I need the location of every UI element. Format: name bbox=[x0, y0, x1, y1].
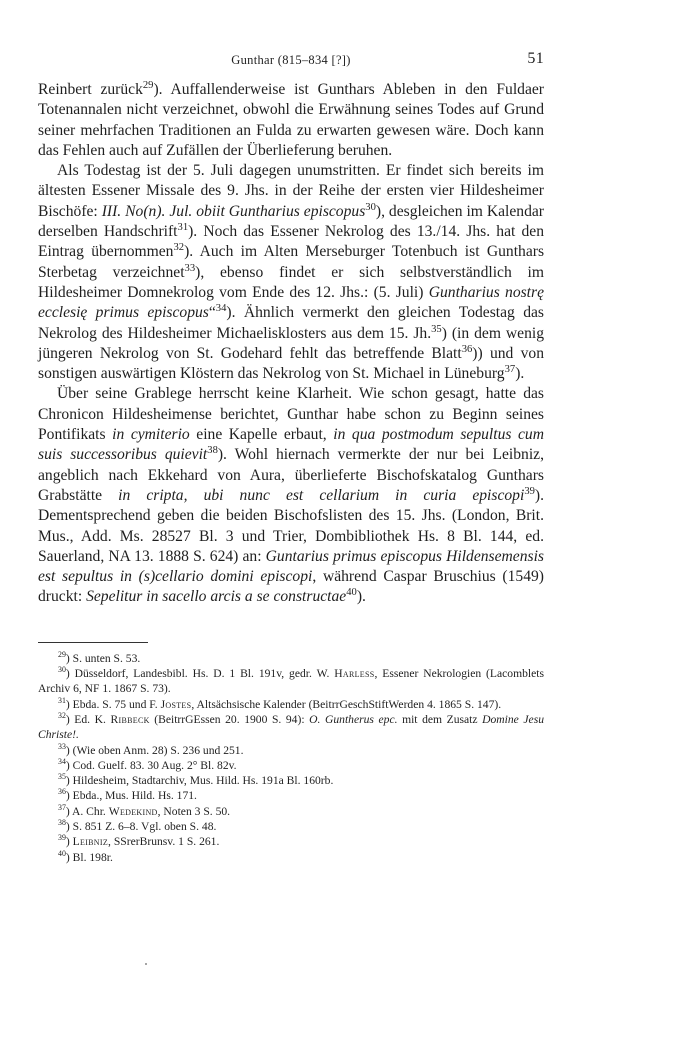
paragraph bbox=[38, 384, 544, 607]
footnote-ref: 39 bbox=[524, 485, 535, 497]
paragraph bbox=[38, 80, 544, 161]
footnote bbox=[38, 712, 544, 743]
print-speck bbox=[145, 963, 147, 965]
footnote bbox=[38, 804, 544, 819]
text-run: , Essener Nekrologien (Lacomblets Archiv 6, NF 1. 1867 S. 73). bbox=[38, 667, 545, 696]
text-run: ) A. Chr. bbox=[65, 804, 109, 818]
footnote-ref: 36 bbox=[58, 787, 66, 797]
running-title: Gunthar (815–834 [?]) bbox=[231, 53, 351, 67]
text-run: ) Bl. 198r. bbox=[65, 850, 113, 864]
text-run: ), ebenso findet er sich selbstverständlich im Hildesheimer Domnekrolog vom Ende des 12. Jhs.: (5. Juli) bbox=[38, 263, 544, 301]
footnote bbox=[38, 834, 544, 849]
text-run: ) Hildesheim, Stadtarchiv, Mus. Hild. Hs. 191a Bl. 160rb. bbox=[65, 774, 334, 788]
text-run: , Noten 3 S. 50. bbox=[157, 804, 231, 818]
footnote-ref: 35 bbox=[431, 323, 442, 335]
text-run: ), desgleichen im Kalendar derselben Handschrift bbox=[38, 202, 545, 241]
page-number: 51 bbox=[527, 50, 544, 67]
text-run: ) S. 851 Z. 6–8. Vgl. oben S. 48. bbox=[65, 819, 217, 833]
page-header bbox=[38, 50, 544, 72]
italic-run: Guntarius primus episcopus Hildensemensis est sepultus in (s)cellario domini episcopi bbox=[38, 547, 544, 586]
footnote-ref: 32 bbox=[58, 711, 66, 721]
footnote-ref: 29 bbox=[142, 79, 154, 91]
footnote-ref: 33 bbox=[58, 741, 66, 751]
italic-run: Guntharius nostrę ecclesię primus episcopus bbox=[38, 283, 545, 322]
italic-run: in qua postmodum sepultus cum suis successoribus quievit bbox=[38, 426, 544, 464]
footnote-ref: 34 bbox=[215, 303, 227, 315]
text-run: ) (in dem wenig jüngeren Nekrolog von St. Godehard fehlt das betreffende Blatt bbox=[38, 324, 544, 362]
author-name: Jostes bbox=[160, 697, 192, 711]
footnote-ref: 34 bbox=[58, 756, 66, 766]
book-page bbox=[38, 50, 544, 865]
footnote bbox=[38, 758, 544, 773]
text-run: ). Auffallenderweise ist Gunthars Ableben in den Fuldaer Totenannalen nicht verzeichnet, obwohl die Erwähnung seines Todes auf Grund seiner mehrfachen Traditionen an Fulda zu erwarten gewesen wäre. Doch kann das Fehlen auch auf Zufällen der Überlieferung beruhen. bbox=[38, 81, 544, 159]
footnote-ref: 37 bbox=[504, 363, 516, 375]
footnote bbox=[38, 743, 544, 758]
footnote bbox=[38, 666, 544, 697]
footnote-ref: 30 bbox=[365, 201, 376, 213]
footnote-ref: 33 bbox=[184, 262, 196, 274]
text-run: ) Düsseldorf, Landesbibl. Hs. D. 1 Bl. 191v, gedr. W. bbox=[65, 667, 335, 681]
text-run: ) (Wie oben Anm. 28) S. 236 und 251. bbox=[65, 743, 244, 757]
text-run: , SSrerBrunsv. 1 S. 261. bbox=[108, 835, 220, 849]
text-run: , während Caspar Bruschius (1549) druckt: bbox=[38, 568, 545, 606]
footnote-ref: 40 bbox=[346, 587, 357, 599]
text-run: ). bbox=[356, 588, 366, 606]
text-run: ) Ed. K. bbox=[65, 712, 111, 726]
footnote bbox=[38, 788, 544, 803]
text-run: ). Dementsprechend geben die beiden Bischofslisten des 15. Jhs. (London, Brit. Mus., Add. Ms. 28527 Bl. 3 und Trier, Dombibliothek Hs. 8 Bl. 144, ed. Sauerland, NA 13. 1888 S. 624) an: bbox=[38, 486, 544, 565]
author-name: Wedekind bbox=[108, 804, 158, 818]
footnote-ref: 40 bbox=[58, 848, 66, 858]
text-run: mit dem Zusatz bbox=[397, 712, 483, 726]
footnote bbox=[38, 850, 544, 865]
footnote-ref: 36 bbox=[461, 343, 473, 355]
text-run: ) S. unten S. 53. bbox=[65, 651, 141, 665]
text-run: Als Todestag ist der 5. Juli dagegen unumstritten. Er findet sich bereits im ältesten Essener Missale des 9. Jhs. in der Reihe der ersten vier Hildesheimer Bischöfe: bbox=[38, 162, 544, 220]
italic-run: III. No(n). Jul. obiit Guntharius episcopus bbox=[101, 202, 366, 220]
text-run: ). Auch im Alten Merseburger Totenbuch ist Gunthars Sterbetag verzeichnet bbox=[38, 243, 545, 281]
text-run: , Altsächsische Kalender (BeitrrGeschStiftWerden 4. 1865 S. 147). bbox=[191, 697, 502, 711]
text-run: ) Ebda., Mus. Hild. Hs. 171. bbox=[65, 789, 197, 803]
text-run: )) und von sonstigen auswärtigen Klöstern das Nekrolog von St. Michael in Lüneburg bbox=[38, 344, 544, 383]
footnote bbox=[38, 819, 544, 834]
footnote bbox=[38, 773, 544, 788]
text-run: eine Kapelle erbaut, bbox=[189, 426, 334, 444]
italic-run: Sepelitur in sacello arcis a se constructae bbox=[86, 588, 347, 606]
text-run: ). bbox=[515, 365, 525, 383]
footnote bbox=[38, 697, 544, 712]
footnote-ref: 31 bbox=[58, 695, 66, 705]
footnote-ref: 38 bbox=[207, 445, 218, 457]
text-run: (BeitrrGEssen 20. 1900 S. 94): bbox=[149, 712, 310, 726]
footnote-ref: 31 bbox=[177, 221, 189, 233]
text-run: ). Ähnlich vermerkt den gleichen Todestag das Nekrolog des Hildesheimer Michaelisklosters aus dem 15. Jh. bbox=[38, 304, 544, 342]
author-name: Harless bbox=[334, 667, 375, 681]
text-run: ) Ebda. S. 75 und F. bbox=[65, 697, 161, 711]
footnote-ref: 30 bbox=[58, 665, 66, 675]
footnote-ref: 38 bbox=[58, 818, 66, 828]
footnote-ref: 29 bbox=[58, 649, 66, 659]
main-text bbox=[38, 80, 544, 608]
footnote-ref: 35 bbox=[58, 772, 66, 782]
footnote-ref: 37 bbox=[58, 802, 66, 812]
text-run: ). Wohl hiernach vermerkte der nur bei Leibniz, angeblich nach Ekkehard von Aura, überlieferte Bischofskatalog Gunthars Grabstätte bbox=[38, 446, 544, 504]
italic-run: O. Guntherus epc. bbox=[309, 712, 398, 726]
footnote bbox=[38, 651, 544, 666]
author-name: Leibniz bbox=[72, 835, 109, 849]
text-run: ). Noch das Essener Nekrolog des 13./14. Jhs. hat den Eintrag übernommen bbox=[38, 223, 544, 261]
italic-run: in cripta, ubi nunc est cellarium in curia episcopi bbox=[118, 486, 525, 504]
footnote-ref: 32 bbox=[173, 242, 185, 254]
italic-run: Domine Jesu Christe!. bbox=[38, 712, 545, 742]
footnotes bbox=[38, 651, 544, 865]
text-run: Reinbert zurück bbox=[38, 81, 143, 98]
text-run: “ bbox=[208, 304, 216, 322]
footnote-separator bbox=[38, 642, 148, 643]
paragraph bbox=[38, 161, 544, 384]
text-run: ) Cod. Guelf. 83. 30 Aug. 2° Bl. 82v. bbox=[65, 758, 237, 772]
italic-run: in cymiterio bbox=[112, 426, 190, 444]
text-run: ) bbox=[65, 835, 73, 849]
author-name: Ribbeck bbox=[110, 712, 150, 726]
footnote-ref: 39 bbox=[58, 833, 66, 843]
text-run: Über seine Grablege herrscht keine Klarheit. Wie schon gesagt, hatte das Chronicon Hildesheimense berichtet, Gunthar habe schon zu Beginn seines Pontifikats bbox=[38, 385, 544, 444]
